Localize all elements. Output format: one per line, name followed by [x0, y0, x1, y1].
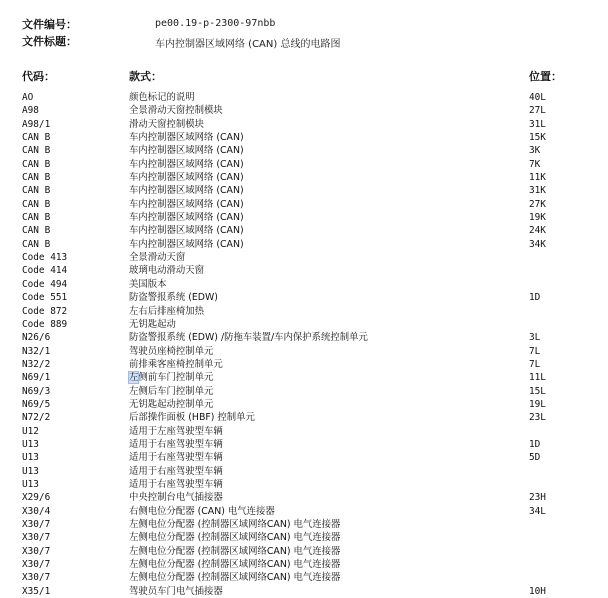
row-description: 车内控制器区域网络 (CAN): [129, 198, 244, 210]
table-row: [0, 264, 608, 277]
table-row: [0, 571, 608, 584]
row-description: 左侧电位分配器 (控制器区域网络CAN) 电气连接器: [129, 559, 341, 571]
legend-table: [0, 91, 608, 598]
row-code: AO: [22, 92, 34, 103]
row-description: 左右后排座椅加热: [129, 305, 205, 317]
row-code: N69/1: [22, 372, 51, 384]
table-row: [0, 144, 608, 157]
row-code: N69/5: [22, 398, 51, 410]
doc-title-value: 车内控制器区域网络 (CAN) 总线的电路图: [155, 39, 341, 50]
table-row: [0, 491, 608, 504]
row-description: 车内控制器区域网络 (CAN): [129, 238, 244, 250]
row-description: 美国版本: [129, 278, 167, 290]
table-row: [0, 545, 608, 558]
doc-number-value: pe00.19-p-2300-97nbb: [155, 18, 276, 29]
table-row: [0, 91, 608, 104]
row-description: 防盗警报系统 (EDW): [129, 292, 218, 304]
row-description: 滑动天窗控制模块: [129, 118, 205, 130]
table-row: [0, 224, 608, 237]
table-row: [0, 345, 608, 358]
row-description: 车内控制器区域网络 (CAN): [129, 145, 244, 157]
table-row: [0, 478, 608, 491]
row-description: 左侧后车门控制单元: [129, 385, 214, 397]
table-row: [0, 171, 608, 184]
row-code: U13: [22, 452, 39, 464]
row-description: 玻璃电动滑动天窗: [129, 265, 205, 277]
row-position: 1D: [529, 438, 541, 450]
row-description: 适用于右座驾驶型车辆: [129, 478, 223, 490]
row-code: N32/2: [22, 358, 51, 370]
row-description-text: 侧前车门控制单元: [138, 372, 214, 384]
row-code: X30/4: [22, 505, 51, 517]
table-row: [0, 398, 608, 411]
row-code: U13: [22, 438, 39, 450]
row-position: 3L: [529, 332, 541, 344]
table-row: [0, 291, 608, 304]
row-code: X30/7: [22, 532, 51, 544]
row-description: 全景滑动天窗: [129, 252, 186, 264]
row-description: 适用于左座驾驶型车辆: [129, 425, 223, 437]
row-description: 车内控制器区域网络 (CAN): [129, 132, 244, 144]
row-code: CAN B: [22, 172, 51, 184]
table-row: [0, 305, 608, 318]
row-description: 左侧电位分配器 (控制器区域网络CAN) 电气连接器: [129, 572, 341, 584]
table-row: [0, 531, 608, 544]
row-code: CAN B: [22, 225, 51, 237]
row-position: 27L: [529, 105, 546, 117]
row-position: 5D: [529, 452, 541, 464]
row-code: CAN B: [22, 238, 51, 250]
table-row: [0, 104, 608, 117]
row-code: CAN B: [22, 145, 51, 157]
row-description: 颜色标记的说明: [129, 92, 195, 103]
row-description: 车内控制器区域网络 (CAN): [129, 158, 244, 170]
row-position: 34L: [529, 505, 546, 517]
row-description: 适用于右座驾驶型车辆: [129, 438, 223, 450]
row-position: 11K: [529, 172, 546, 184]
table-row: [0, 358, 608, 371]
table-row: [0, 198, 608, 211]
table-row: [0, 505, 608, 518]
row-code: Code 551: [22, 292, 68, 304]
row-code: N26/6: [22, 332, 51, 344]
row-position: 24K: [529, 225, 546, 237]
column-header-position: 位置：: [529, 70, 562, 83]
table-row: [0, 465, 608, 478]
row-code: CAN B: [22, 185, 51, 197]
table-row: [0, 131, 608, 144]
row-description: 车内控制器区域网络 (CAN): [129, 212, 244, 224]
table-row: [0, 425, 608, 438]
row-description: 中央控制台电气插接器: [129, 492, 223, 504]
row-code: Code 414: [22, 265, 68, 277]
row-description: 适用于右座驾驶型车辆: [129, 465, 223, 477]
row-code: X29/6: [22, 492, 51, 504]
row-description: 左侧电位分配器 (控制器区域网络CAN) 电气连接器: [129, 532, 341, 544]
table-row: [0, 318, 608, 331]
row-position: 10H: [529, 585, 546, 597]
row-position: 7L: [529, 358, 541, 370]
row-position: 34K: [529, 238, 546, 250]
table-row: [0, 558, 608, 571]
row-position: 23H: [529, 492, 546, 504]
column-header-description: 款式：: [129, 70, 162, 83]
row-code: Code 494: [22, 278, 68, 290]
row-description: 左侧电位分配器 (控制器区域网络CAN) 电气连接器: [129, 519, 341, 530]
table-row: [0, 385, 608, 398]
row-position: 40L: [529, 92, 546, 103]
row-code: U12: [22, 425, 39, 437]
row-description: 左侧电位分配器 (控制器区域网络CAN) 电气连接器: [129, 545, 341, 557]
row-position: 31L: [529, 118, 546, 130]
row-description: 适用于右座驾驶型车辆: [129, 452, 223, 464]
row-position: 7K: [529, 158, 541, 170]
row-code: X30/7: [22, 519, 51, 530]
row-code: X35/1: [22, 585, 51, 597]
row-description: 车内控制器区域网络 (CAN): [129, 185, 244, 197]
table-row: [0, 518, 608, 531]
table-row: [0, 118, 608, 131]
row-position: 11L: [529, 372, 546, 384]
doc-title-label: 文件标题：: [22, 35, 77, 48]
row-code: Code 889: [22, 318, 68, 330]
table-row: [0, 184, 608, 197]
row-description: 全景滑动天窗控制模块: [129, 105, 223, 117]
row-position: 15L: [529, 385, 546, 397]
row-code: CAN B: [22, 198, 51, 210]
row-position: 23L: [529, 412, 546, 424]
column-header-code: 代码：: [22, 70, 55, 83]
row-description: 前排乘客座椅控制单元: [129, 358, 223, 370]
table-row: [0, 585, 608, 598]
row-description: 驾驶员车门电气插接器: [129, 585, 223, 597]
row-position: 19L: [529, 398, 546, 410]
row-description: 右侧电位分配器 (CAN) 电气连接器: [129, 505, 275, 517]
table-row: [0, 331, 608, 344]
table-row: [0, 411, 608, 424]
row-description: 无钥匙起动: [129, 318, 176, 330]
row-code: X30/7: [22, 559, 51, 571]
table-row: [0, 451, 608, 464]
table-row: [0, 238, 608, 251]
row-code: CAN B: [22, 212, 51, 224]
doc-number-label: 文件编号：: [22, 18, 77, 31]
row-position: 3K: [529, 145, 541, 157]
row-description: 防盗警报系统 (EDW) /防拖车装置/车内保护系统控制单元: [129, 332, 368, 344]
table-row: [0, 211, 608, 224]
row-description: 后部操作面板 (HBF) 控制单元: [129, 412, 255, 424]
row-position: 7L: [529, 345, 541, 357]
row-code: A98: [22, 105, 39, 117]
table-row: [0, 438, 608, 451]
table-row: [0, 278, 608, 291]
row-description: 车内控制器区域网络 (CAN): [129, 225, 244, 237]
row-position: 15K: [529, 132, 546, 144]
row-description: [129, 371, 213, 384]
row-code: N69/3: [22, 385, 51, 397]
table-row: [0, 251, 608, 264]
table-row: [0, 371, 608, 384]
text-selection-highlight[interactable]: 左: [129, 372, 139, 384]
row-position: 1D: [529, 292, 541, 304]
row-code: N72/2: [22, 412, 51, 424]
row-code: Code 413: [22, 252, 68, 264]
row-position: 31K: [529, 185, 546, 197]
row-code: X30/7: [22, 572, 51, 584]
row-position: 27K: [529, 198, 546, 210]
row-code: U13: [22, 465, 39, 477]
row-description: 无钥匙起动控制单元: [129, 398, 214, 410]
row-code: A98/1: [22, 118, 51, 130]
row-description: 驾驶员座椅控制单元: [129, 345, 214, 357]
row-code: N32/1: [22, 345, 51, 357]
row-description: 车内控制器区域网络 (CAN): [129, 172, 244, 184]
row-code: X30/7: [22, 545, 51, 557]
row-code: CAN B: [22, 132, 51, 144]
table-row: [0, 158, 608, 171]
row-code: U13: [22, 478, 39, 490]
row-position: 19K: [529, 212, 546, 224]
row-code: CAN B: [22, 158, 51, 170]
row-code: Code 872: [22, 305, 68, 317]
